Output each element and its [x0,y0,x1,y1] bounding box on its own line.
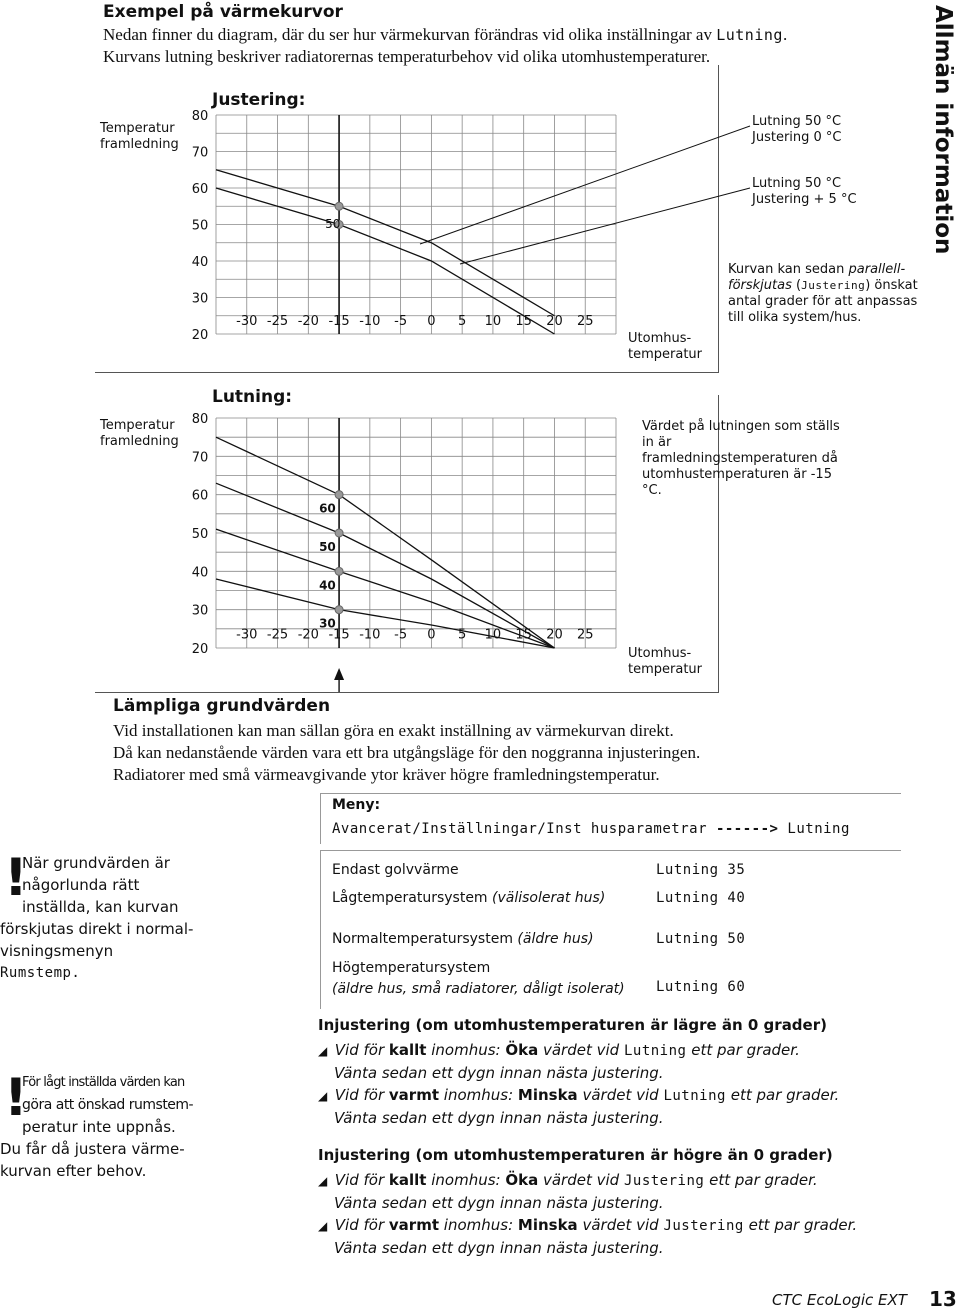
system-row-3 [332,931,594,947]
y-tick-label: 80 [191,412,209,427]
x-tick-label: -30 [236,313,258,329]
y-tick-label: 60 [191,488,209,504]
t: inomhus: [426,1171,506,1189]
chart1-title: Justering: [212,90,306,110]
t: Vid för [334,1041,389,1059]
intro-code: Lutning [716,26,783,44]
t: värdet vid [538,1171,624,1189]
chart2-title: Lutning: [212,387,293,407]
t: varmt [388,1086,440,1104]
side-tab-label: Allmän information [930,5,956,255]
menu-path [332,821,850,837]
system-name: Normaltemperatursystem [332,931,518,947]
x-tick-label: -5 [394,627,408,643]
lampliga-title: Lämpliga grundvärden [113,696,331,716]
chart2-ylabel-2: framledning [100,434,179,449]
series-marker [335,202,343,210]
warning-2 [0,1068,205,1182]
y-tick-label: 20 [191,328,209,343]
chart1-note-code: Justering [801,279,866,292]
x-tick-label: 15 [515,313,532,329]
injust-higher-item-2 [318,1214,918,1237]
marker-label: 40 [319,578,336,593]
legend2-l1: Lutning 50 °C [752,176,842,191]
y-tick-label: 40 [191,255,209,270]
intro-line1: Nedan finner du diagram, där du ser hur värmekurvan förändras vid olika inställningar av [103,25,717,44]
footer-product: CTC EcoLogic EXT [772,1291,907,1309]
t: inomhus: [426,1041,506,1059]
chart1-ylabel-2: framledning [100,137,179,152]
chart2-xlabel-2: temperatur [628,662,703,677]
marker-label: 50 [325,217,341,232]
t: Lutning [623,1043,687,1059]
y-tick-label: 50 [191,527,209,542]
system-ital: (äldre hus, små radiatorer, dåligt isolerat) [332,981,625,997]
system-value-3: Lutning 50 [656,931,746,947]
chart1-note-post: önskat antal grader för att anpassas till olika system/hus. [728,278,918,325]
injust-lower-item-1 [318,1039,918,1062]
marker-label: 50 [319,540,336,554]
y-tick-label: 60 [191,182,209,197]
t: Vid för [334,1171,389,1189]
system-ital: (välisolerat hus) [492,890,606,906]
menu-path-text: Avancerat/Inställningar/Inst husparametrar [332,821,708,837]
t: Vänta sedan ett dygn innan nästa justering. [334,1239,664,1257]
x-tick-label: 0 [427,313,436,329]
y-tick-label: 70 [191,450,209,466]
t: värdet vid [577,1216,664,1234]
system-row-1 [332,862,459,878]
chart2-ylabel-1: Temperatur [100,418,175,433]
y-tick-label: 50 [191,218,209,234]
t: ett par grader. [743,1216,858,1234]
legend1-l1: Lutning 50 °C [752,114,842,129]
system-name: Högtemperatursystem [332,960,491,976]
t: ett par grader. [725,1086,840,1104]
warn2-l2: göra att önskad rumstem- [22,1097,194,1113]
x-tick-label: 20 [546,313,563,329]
warning-icon: ! [4,848,28,908]
chart1-legend-1 [752,114,842,146]
y-tick-label: 30 [191,603,209,619]
system-value-4: Lutning 60 [656,979,746,995]
t: ett par grader. [686,1041,800,1059]
chart2-xlabel-1: Utomhus- [628,646,692,661]
y-tick-label: 20 [191,642,209,657]
t: Vid för [334,1216,389,1234]
chart2-xlabel [628,646,702,678]
intro-dot: . [782,25,788,44]
x-tick-label: 10 [484,313,502,329]
injust-lower-list [318,1039,918,1129]
bullet-icon: ◢ [318,1044,328,1058]
marker-label: 60 [319,501,336,516]
x-tick-label: 5 [458,627,467,643]
injust-lower-title: Injustering (om utomhustemperaturen är lägre än 0 grader) [318,1016,827,1034]
t: inomhus: [439,1216,518,1234]
x-tick-label: 25 [576,627,594,643]
warn2-l5: kurvan efter behov. [0,1162,147,1180]
t: Öka [505,1041,539,1059]
chart2-note: Värdet på lutningen som ställs in är framledningstemperaturen då utomhustemperaturen är -15 °C. [642,419,840,498]
x-tick-label: -5 [394,313,408,329]
warn1-l5: visningsmenyn [0,942,114,960]
t: kallt [388,1041,427,1059]
page-number: 13 [929,1287,957,1311]
x-tick-label: -20 [297,627,319,643]
intro-line2: Kurvans lutning beskriver radiatorernas temperaturbehov vid olika utomhustemperaturer. [103,47,711,66]
chart1-note: Kurvan kan sedan parallell-förskjutas (Justering) önskat antal grader för att anpassas till olika system/hus. [728,262,918,325]
x-tick-label: -25 [266,313,289,329]
system-row-4 [332,958,625,1000]
t: inomhus: [439,1086,518,1104]
injust-lower-item-2 [318,1084,918,1107]
x-tick-label: -30 [236,627,258,643]
lampliga-line-3: Radiatorer med små värmeavgivande ytor kräver högre framledningstemperatur. [113,765,660,784]
t: varmt [388,1216,440,1234]
x-tick-label: 15 [515,627,532,643]
t: Justering [623,1173,705,1189]
t: Lutning [663,1088,726,1104]
bullet-icon: ◢ [318,1174,328,1188]
system-value-1: Lutning 35 [656,862,746,878]
chart1-plot [192,109,750,343]
intro-title: Exempel på värmekurvor [103,2,343,22]
y-tick-label: 30 [191,291,209,307]
lampliga-line-2: Då kan nedanstående värden vara ett bra utgångsläge för den noggranna injusteringen. [113,743,701,762]
warn1-l3: inställda, kan kurvan [22,898,179,916]
menu-label: Meny: [332,797,381,813]
system-name: Endast golvvärme [332,862,459,878]
x-tick-label: 20 [546,627,563,643]
x-tick-label: -25 [266,627,289,643]
lampliga-text [113,720,913,786]
legend1-l2: Justering 0 °C [752,130,842,145]
chart2-frame [95,395,719,693]
menu-target: Lutning [787,821,850,837]
warn2-l4: Du får då justera värme- [0,1140,185,1158]
t: Vänta sedan ett dygn innan nästa justering. [334,1109,664,1127]
t: Vänta sedan ett dygn innan nästa justering. [334,1194,664,1212]
t: Öka [505,1171,539,1189]
bullet-icon: ◢ [318,1219,328,1233]
warn1-l1: När grundvärden är [22,854,170,872]
system-ital: (äldre hus) [517,931,594,947]
warn2-l3: peratur inte uppnås. [22,1118,176,1136]
t: Vid för [334,1086,389,1104]
x-tick-label: 0 [427,627,436,643]
x-tick-label: 5 [458,313,467,329]
warn1-code: Rumstemp. [0,965,81,981]
warning-1 [0,848,205,984]
warn1-l4: förskjutas direkt i normal- [0,920,194,938]
system-value-2: Lutning 40 [656,890,746,906]
t: Vänta sedan ett dygn innan nästa justering. [334,1064,664,1082]
injust-higher-title: Injustering (om utomhustemperaturen är högre än 0 grader) [318,1146,833,1164]
chart1-note-ital: parallell-förskjutas [728,262,906,293]
warn2-l1: För lågt inställda värden kan [22,1075,185,1090]
pointer-line [460,188,750,264]
y-tick-label: 40 [191,565,209,581]
x-tick-label: -10 [359,627,381,643]
marker-label: 30 [319,616,336,631]
x-tick-label: -15 [328,627,350,643]
x-tick-label: -15 [328,313,350,329]
system-name: Lågtemperatursystem [332,890,493,906]
warn1-l2: någorlunda rätt [22,876,140,894]
t: Justering [663,1218,744,1234]
warning-icon: ! [4,1068,28,1128]
y-tick-label: 80 [191,109,209,124]
menu-arrow: ------> [715,821,779,837]
chart1-ylabel-1: Temperatur [100,121,175,136]
chart1-note-pre: Kurvan kan sedan [728,262,849,277]
x-tick-label: 10 [484,627,502,643]
chart1-xlabel-1: Utomhus- [628,331,692,346]
x-tick-label: -10 [359,313,381,329]
chart2-ylabel [100,418,179,450]
t: värdet vid [577,1086,664,1104]
x-tick-label: -20 [297,313,319,329]
chart1-legend-2 [752,176,857,208]
t: Minska [517,1216,578,1234]
bullet-icon: ◢ [318,1089,328,1103]
chart1-xlabel-2: temperatur [628,347,703,362]
system-row-2 [332,890,605,906]
y-tick-label: 70 [191,145,209,161]
t: kallt [388,1171,427,1189]
injust-higher-item-1 [318,1169,918,1192]
t: Minska [517,1086,578,1104]
x-tick-label: 25 [576,313,594,329]
legend2-l2: Justering + 5 °C [752,192,857,207]
lampliga-line-1: Vid installationen kan man sällan göra en exakt inställning av värmekurvan direkt. [113,721,674,740]
injust-higher-list [318,1169,918,1259]
t: värdet vid [538,1041,624,1059]
t: ett par grader. [704,1171,818,1189]
